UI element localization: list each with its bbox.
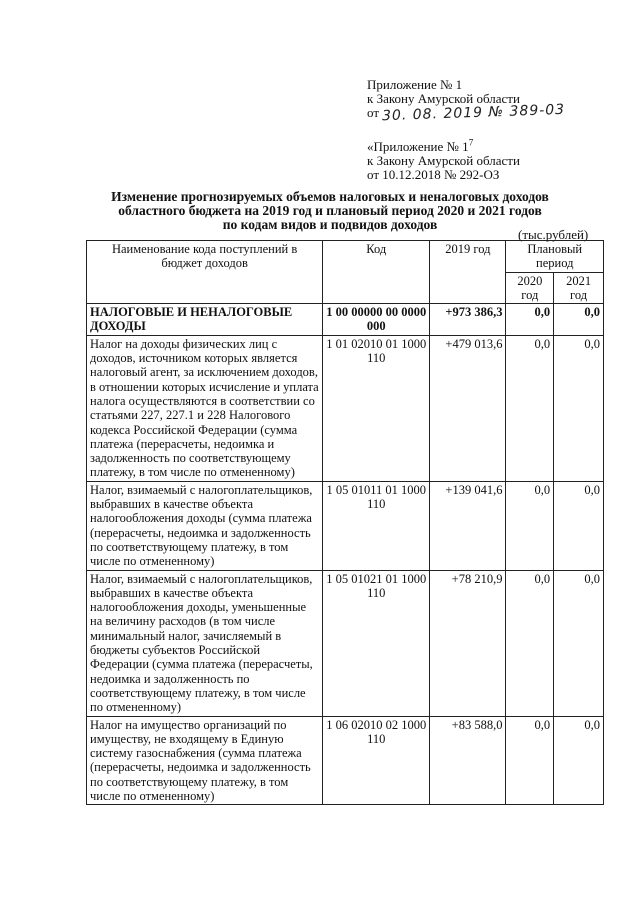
row-2020: 0,0 (506, 570, 554, 716)
law-date-line (367, 101, 566, 125)
appendix-superscript: 7 (468, 137, 474, 148)
row-2021: 0,0 (554, 570, 604, 716)
row-name: Налог на имущество организаций по имуществу, не входящему в Единую систему газоснабжения (сумма платежа (перерасчеты, недоимка и задолженность по соответствующему платежу, в том числе по отмененному) (87, 716, 323, 805)
original-appendix-number (367, 137, 520, 154)
row-2019: +479 013,6 (430, 335, 506, 481)
unit-label: (тыс.рублей) (518, 227, 589, 242)
row-2021: 0,0 (554, 304, 604, 336)
table-row (87, 481, 604, 570)
table-row (87, 570, 604, 716)
row-2021: 0,0 (554, 481, 604, 570)
row-code: 1 06 02010 02 1000 110 (323, 716, 430, 805)
row-code: 1 05 01021 01 1000 110 (323, 570, 430, 716)
row-2020: 0,0 (506, 335, 554, 481)
row-name: Налог, взимаемый с налогоплательщиков, выбравших в качестве объекта налогообложения доходы (сумма платежа (перерасчеты, недоимка и задолженность по соответствующему платежу, в том числе по отмененному) (87, 481, 323, 570)
table-row (87, 304, 604, 336)
row-code: 1 01 02010 01 1000 110 (323, 335, 430, 481)
row-code: 1 05 01011 01 1000 110 (323, 481, 430, 570)
row-2019: +973 386,3 (430, 304, 506, 336)
date-prefix: от (367, 105, 380, 120)
original-appendix-header (367, 137, 520, 182)
title-line-3: по кодам видов и подвидов доходов (222, 217, 438, 232)
row-2020: 0,0 (506, 481, 554, 570)
original-appendix-label: «Приложение № 1 (367, 139, 469, 154)
header-2021: 2021 год (554, 272, 604, 304)
header-name: Наименование кода поступлений в бюджет доходов (87, 241, 323, 304)
document-title (70, 190, 590, 232)
original-law-reference: к Закону Амурской области (367, 153, 520, 168)
appendix-header (367, 77, 566, 125)
header-plan-period: Плановый период (506, 241, 604, 273)
original-law-date: от 10.12.2018 № 292-ОЗ (367, 167, 500, 182)
row-2019: +78 210,9 (430, 570, 506, 716)
row-name: Налог, взимаемый с налогоплательщиков, выбравших в качестве объекта налогообложения доходы, уменьшенные на величину расходов (в том числе минимальный налог, зачисляемый в бюджеты субъектов Российской Федерации (сумма платежа (перерасчеты, недоимка и задолженность по соответствующему платежу, в том числе по отмененному) (87, 570, 323, 716)
row-2019: +83 588,0 (430, 716, 506, 805)
handwritten-date-number: 30. 08. 2019 № 389-03 (382, 101, 566, 125)
row-name: Налог на доходы физических лиц с доходов, источником которых является налоговый агент, за исключением доходов, в отношении которых исчисление и уплата налога осуществляются в соответствии со статьями 227, 227.1 и 228 Налогового кодекса Российской Федерации (сумма платежа (перерасчеты, недоимка и задолженность по соответствующему платежу, в том числе по отмененному) (87, 335, 323, 481)
row-name: НАЛОГОВЫЕ И НЕНАЛОГОВЫЕ ДОХОДЫ (87, 304, 323, 336)
header-2019: 2019 год (430, 241, 506, 304)
title-line-2: областного бюджета на 2019 год и плановый период 2020 и 2021 годов (118, 203, 542, 218)
row-code: 1 00 00000 00 0000 000 (323, 304, 430, 336)
appendix-number: Приложение № 1 (367, 77, 463, 92)
row-2021: 0,0 (554, 335, 604, 481)
row-2019: +139 041,6 (430, 481, 506, 570)
row-2021: 0,0 (554, 716, 604, 805)
table-row (87, 716, 604, 805)
row-2020: 0,0 (506, 304, 554, 336)
revenue-table (86, 240, 604, 805)
header-2020: 2020 год (506, 272, 554, 304)
law-reference: к Закону Амурской области (367, 91, 520, 106)
row-2020: 0,0 (506, 716, 554, 805)
header-code: Код (323, 241, 430, 304)
title-line-1: Изменение прогнозируемых объемов налоговых и неналоговых доходов (111, 189, 549, 204)
table-row (87, 335, 604, 481)
